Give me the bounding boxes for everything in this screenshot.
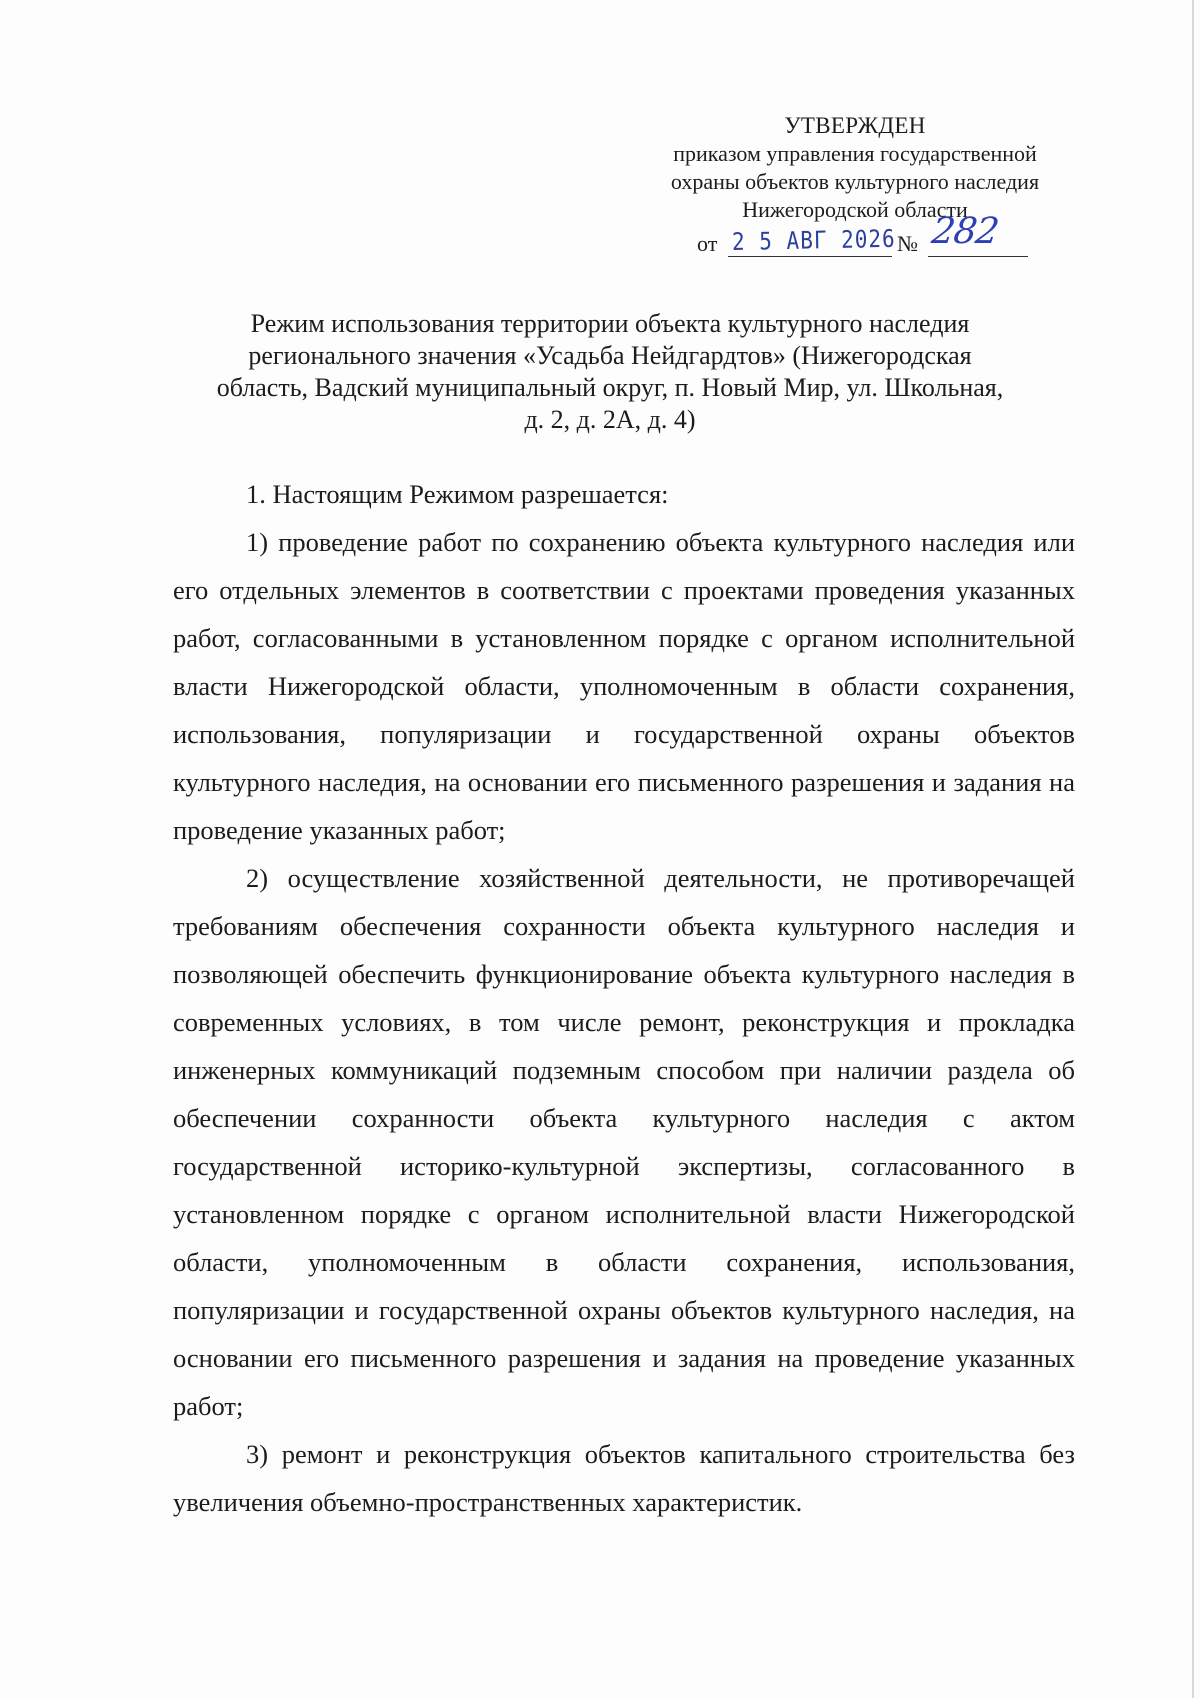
approval-line: охраны объектов культурного наследия — [670, 169, 1040, 194]
handwritten-order-number: 282 — [929, 211, 1001, 252]
number-blank-line — [928, 256, 1028, 257]
document-title — [150, 308, 1070, 436]
date-stamp: 2 5 АВГ 2026 — [731, 224, 896, 256]
paragraph-item-2: 2) осуществление хозяйственной деятельности, не противоречащей требованиям обеспечения сохранности объекта культурного наследия и позволяющей обеспечить функционирование объекта культурного наследия в современных условиях, в том числе ремонт, реконструкция и прокладка инженерных коммуникаций подземным способом при наличии раздела об обеспечении сохранности объекта культурного наследия с актом государственной историко-культурной экспертизы, согласованного в установленном порядке с органом исполнительной власти Нижегородской области, уполномоченным в области сохранения, использования, популяризации и государственной охраны объектов культурного наследия, на основании его письменного разрешения и задания на проведение указанных работ; — [173, 863, 1075, 1421]
order-date-number-line — [620, 211, 1090, 260]
paragraph-section-1: 1. Настоящим Режимом разрешается: — [246, 479, 669, 509]
title-line: Режим использования территории объекта культурного наследия — [250, 309, 970, 338]
number-label: № — [897, 231, 918, 256]
title-line: регионального значения «Усадьба Нейдгардтов» (Нижегородская — [248, 341, 972, 370]
paragraph-item-1: 1) проведение работ по сохранению объекта культурного наследия или его отдельных элементов в соответствии с проектами проведения указанных работ, согласованными в установленном порядке с органом исполнительной власти Нижегородской области, уполномоченным в области сохранения, использования, популяризации и государственной охраны объектов культурного наследия, на основании его письменного разрешения и задания на проведение указанных работ; — [173, 527, 1075, 845]
approval-heading: УТВЕРЖДЕН — [784, 113, 926, 138]
from-label: от — [697, 231, 718, 256]
approval-block — [620, 112, 1090, 260]
document-body — [173, 470, 1075, 1526]
title-line: д. 2, д. 2А, д. 4) — [524, 405, 696, 434]
paragraph-item-3: 3) ремонт и реконструкция объектов капитального строительства без увеличения объемно-пространственных характеристик. — [173, 1439, 1075, 1517]
approval-line: Нижегородской области — [742, 197, 968, 222]
title-line: область, Вадский муниципальный округ, п. Новый Мир, ул. Школьная, — [216, 373, 1004, 402]
approval-line: приказом управления государственной — [673, 141, 1037, 166]
